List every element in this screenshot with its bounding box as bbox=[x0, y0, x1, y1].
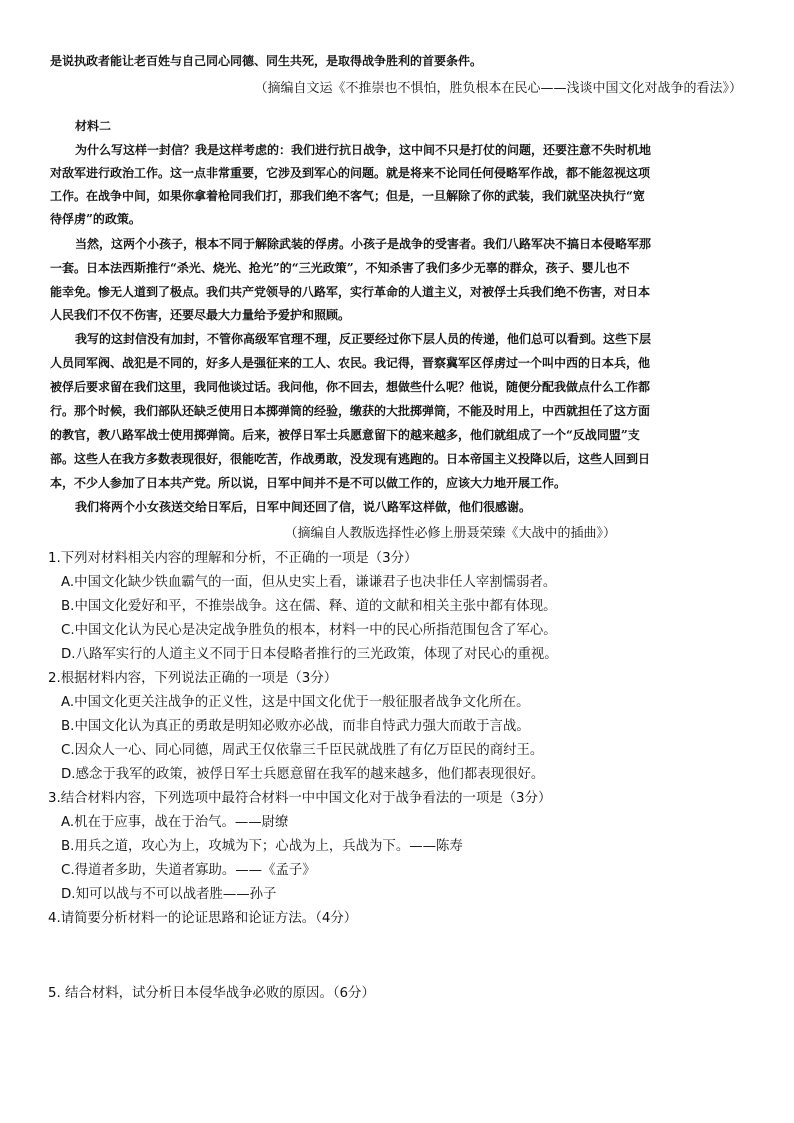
paragraph-line: 我们将两个小女孩送交给日军后，日军中间还回了信，说八路军这样做，他们很感谢。 bbox=[75, 500, 532, 514]
paragraph-line: 为什么写这样一封信？我是这样考虑的：我们进行抗日战争，这中间不只是打仗的问题，还要注意不失时机地 bbox=[75, 143, 652, 157]
question-4-stem: 4.请简要分析材料一的论证思路和论证方法。（4分） bbox=[48, 911, 358, 926]
source-note-2: （摘编自人教版选择性必修上册聂荣臻《大战中的插曲》） bbox=[284, 526, 616, 541]
question-3-option-c: C.得道者多助，失道者寡助。——《孟子》 bbox=[61, 863, 316, 878]
paragraph-line: 本，不少人参加了日本共产党。所以说，日军中间并不是不可以做工作的，应该大力地开展工作。 bbox=[50, 476, 567, 490]
question-2-option-b: B.中国文化认为真正的勇敢是明知必败亦必战，而非自恃武力强大而敢于言战。 bbox=[61, 719, 530, 734]
question-1-option-d: D.八路军实行的人道主义不同于日本侵略者推行的三光政策，体现了对民心的重视。 bbox=[61, 647, 558, 662]
material2-title: 材料二 bbox=[75, 119, 112, 133]
paragraph-line: 部。这些人在我方多数表现很好，很能吃苦，作战勇敢，没发现有逃跑的。日本帝国主义投降以后，这些人回到日 bbox=[50, 452, 651, 466]
paragraph-line: 工作。在战争中间，如果你拿着枪同我们打，那我们绝不客气；但是，一旦解除了你的武装，我们就坚决执行“宽 bbox=[50, 189, 645, 203]
question-2-option-a: A.中国文化更关注战争的正义性，这是中国文化优于一般征服者战争文化所在。 bbox=[61, 695, 530, 710]
paragraph-line: 一套。日本法西斯推行“杀光、烧光、抢光”的“三光政策”，不知杀害了我们多少无辜的群众，孩子、婴儿也不 bbox=[50, 261, 630, 275]
paragraph-line: 我写的这封信没有加封，不管你高级军官理不理，反正要经过你下层人员的传递，他们总可以看到。这些下层 bbox=[75, 332, 652, 346]
question-3-option-b: B.用兵之道，攻心为上，攻城为下；心战为上，兵战为下。——陈寿 bbox=[61, 839, 463, 854]
paragraph-line: 对敌军进行政治工作。这一点非常重要，它涉及到军心的问题。就是将来不论同任何侵略军作战，都不能忽视这项 bbox=[50, 166, 651, 180]
question-1-option-c: C.中国文化认为民心是决定战争胜负的根本，材料一中的民心所指范围包含了军心。 bbox=[61, 623, 557, 638]
question-2-stem: 2.根据材料内容，下列说法正确的一项是（3分） bbox=[48, 671, 338, 686]
question-2-option-d: D.感念于我军的政策，被俘日军士兵愿意留在我军的越来越多，他们都表现很好。 bbox=[61, 767, 545, 782]
material1-tail: 是说执政者能让老百姓与自己同心同德、同生共死，是取得战争胜利的首要条件。 bbox=[50, 54, 483, 68]
paragraph-line: 人民我们不仅不伤害，还要尽最大力量给予爱护和照顾。 bbox=[50, 308, 351, 322]
question-3-option-d: D.知可以战与不可以战者胜——孙子 bbox=[61, 887, 277, 902]
paragraph-line: 被俘后要求留在我们这里，我同他谈过话。我问他，你不回去，想做些什么呢？他说，随便分配我做点什么工作都 bbox=[50, 380, 651, 394]
question-5-stem: 5. 结合材料，试分析日本侵华战争必败的原因。（6分） bbox=[48, 986, 375, 1001]
question-1-stem: 1.下列对材料相关内容的理解和分析，不正确的一项是（3分） bbox=[48, 551, 418, 566]
question-1-option-a: A.中国文化缺少铁血霸气的一面，但从史实上看，谦谦君子也决非任人宰割懦弱者。 bbox=[61, 575, 557, 590]
paragraph-line: 行。那个时候，我们部队还缺乏使用日本掷弹筒的经验，缴获的大批掷弹筒，不能及时用上，中西就担任了这方面 bbox=[50, 404, 651, 418]
paragraph-line: 能幸免。惨无人道到了极点。我们共产党领导的八路军，实行革命的人道主义，对被俘士兵我们绝不伤害，对日本 bbox=[50, 285, 651, 299]
paragraph-line: 人员同军阀、战犯是不同的，好多人是强征来的工人、农民。我记得，晋察冀军区俘虏过一个叫中西的日本兵，他 bbox=[50, 356, 651, 370]
paragraph-line: 待俘虏”的政策。 bbox=[50, 212, 141, 226]
source-note-1: （摘编自文运《不推崇也不惧怕，胜负根本在民心——浅谈中国文化对战争的看法》） bbox=[254, 81, 742, 96]
paragraph-line: 的教官，教八路军战士使用掷弹筒。后来，被俘日军士兵愿意留下的越来越多，他们就组成了一个“反战同盟”支 bbox=[50, 428, 640, 442]
question-1-option-b: B.中国文化爱好和平，不推崇战争。这在儒、释、道的文献和相关主张中都有体现。 bbox=[61, 599, 557, 614]
question-2-option-c: C.因众人一心、同心同德，周武王仅依靠三千臣民就战胜了有亿万臣民的商纣王。 bbox=[61, 743, 544, 758]
question-3-option-a: A.机在于应事，战在于治气。——尉缭 bbox=[61, 815, 289, 830]
question-3-stem: 3.结合材料内容，下列选项中最符合材料一中中国文化对于战争看法的一项是（3分） bbox=[48, 791, 552, 806]
paragraph-line: 当然，这两个小孩子，根本不同于解除武装的俘虏。小孩子是战争的受害者。我们八路军决不搞日本侵略军那 bbox=[75, 237, 652, 251]
